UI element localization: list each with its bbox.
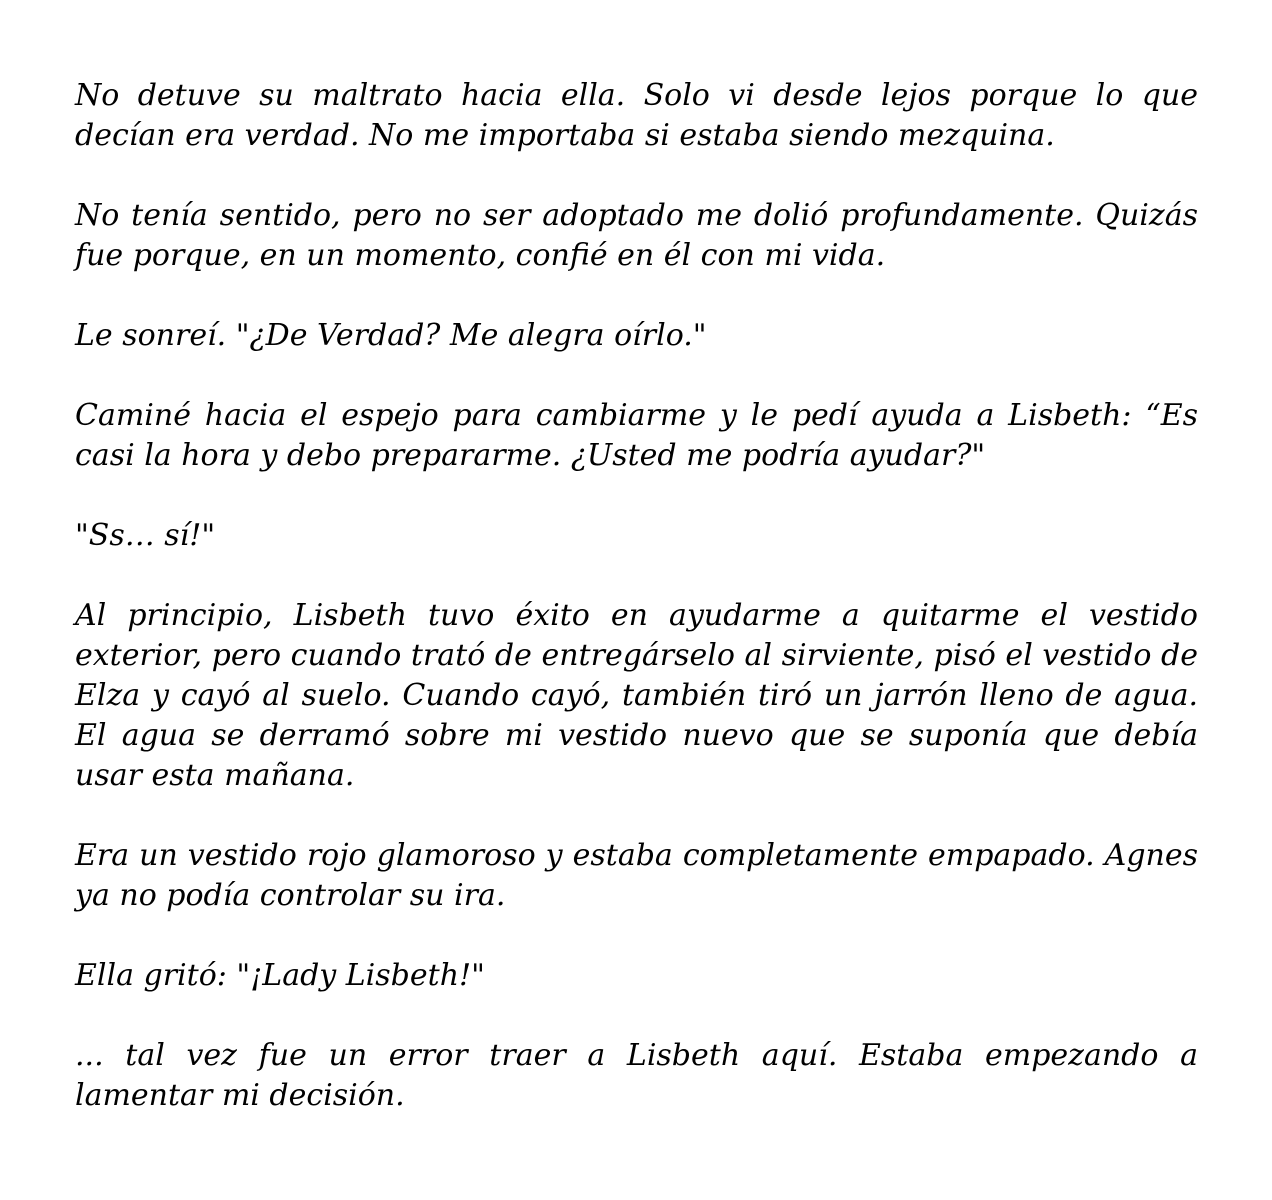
paragraph-8: Ella gritó: "¡Lady Lisbeth!" [75, 958, 485, 993]
paragraph-4: Caminé hacia el espejo para cambiarme y le pedí ayuda a Lisbeth: “Es casi la hora y debo prepararme. ¿Usted me podría ayudar?" [75, 398, 1198, 473]
paragraph-2: No tenía sentido, pero no ser adoptado me dolió profundamente. Quizás fue porque, en un momento, confié en él con mi vida. [75, 198, 1198, 273]
paragraph-9: ... tal vez fue un error traer a Lisbeth aquí. Estaba empezando a lamentar mi decisión. [75, 1038, 1198, 1113]
paragraph-6: Al principio, Lisbeth tuvo éxito en ayudarme a quitarme el vestido exterior, pero cuando trató de entregárselo al sirviente, pisó el vestido de Elza y cayó al suelo. Cuando cayó, también tiró un jarrón lleno de agua. El agua se derramó sobre mi vestido nuevo que se suponía que debía usar esta mañana. [75, 598, 1198, 793]
paragraph-5: "Ss… sí!" [75, 518, 216, 553]
paragraph-7: Era un vestido rojo glamoroso y estaba completamente empapado. Agnes ya no podía controlar su ira. [75, 838, 1198, 913]
paragraph-3: Le sonreí. "¿De Verdad? Me alegra oírlo." [75, 318, 707, 353]
paragraph-1: No detuve su maltrato hacia ella. Solo vi desde lejos porque lo que decían era verdad. No me importaba si estaba siendo mezquina. [75, 78, 1198, 153]
document-page [75, 76, 1198, 1116]
